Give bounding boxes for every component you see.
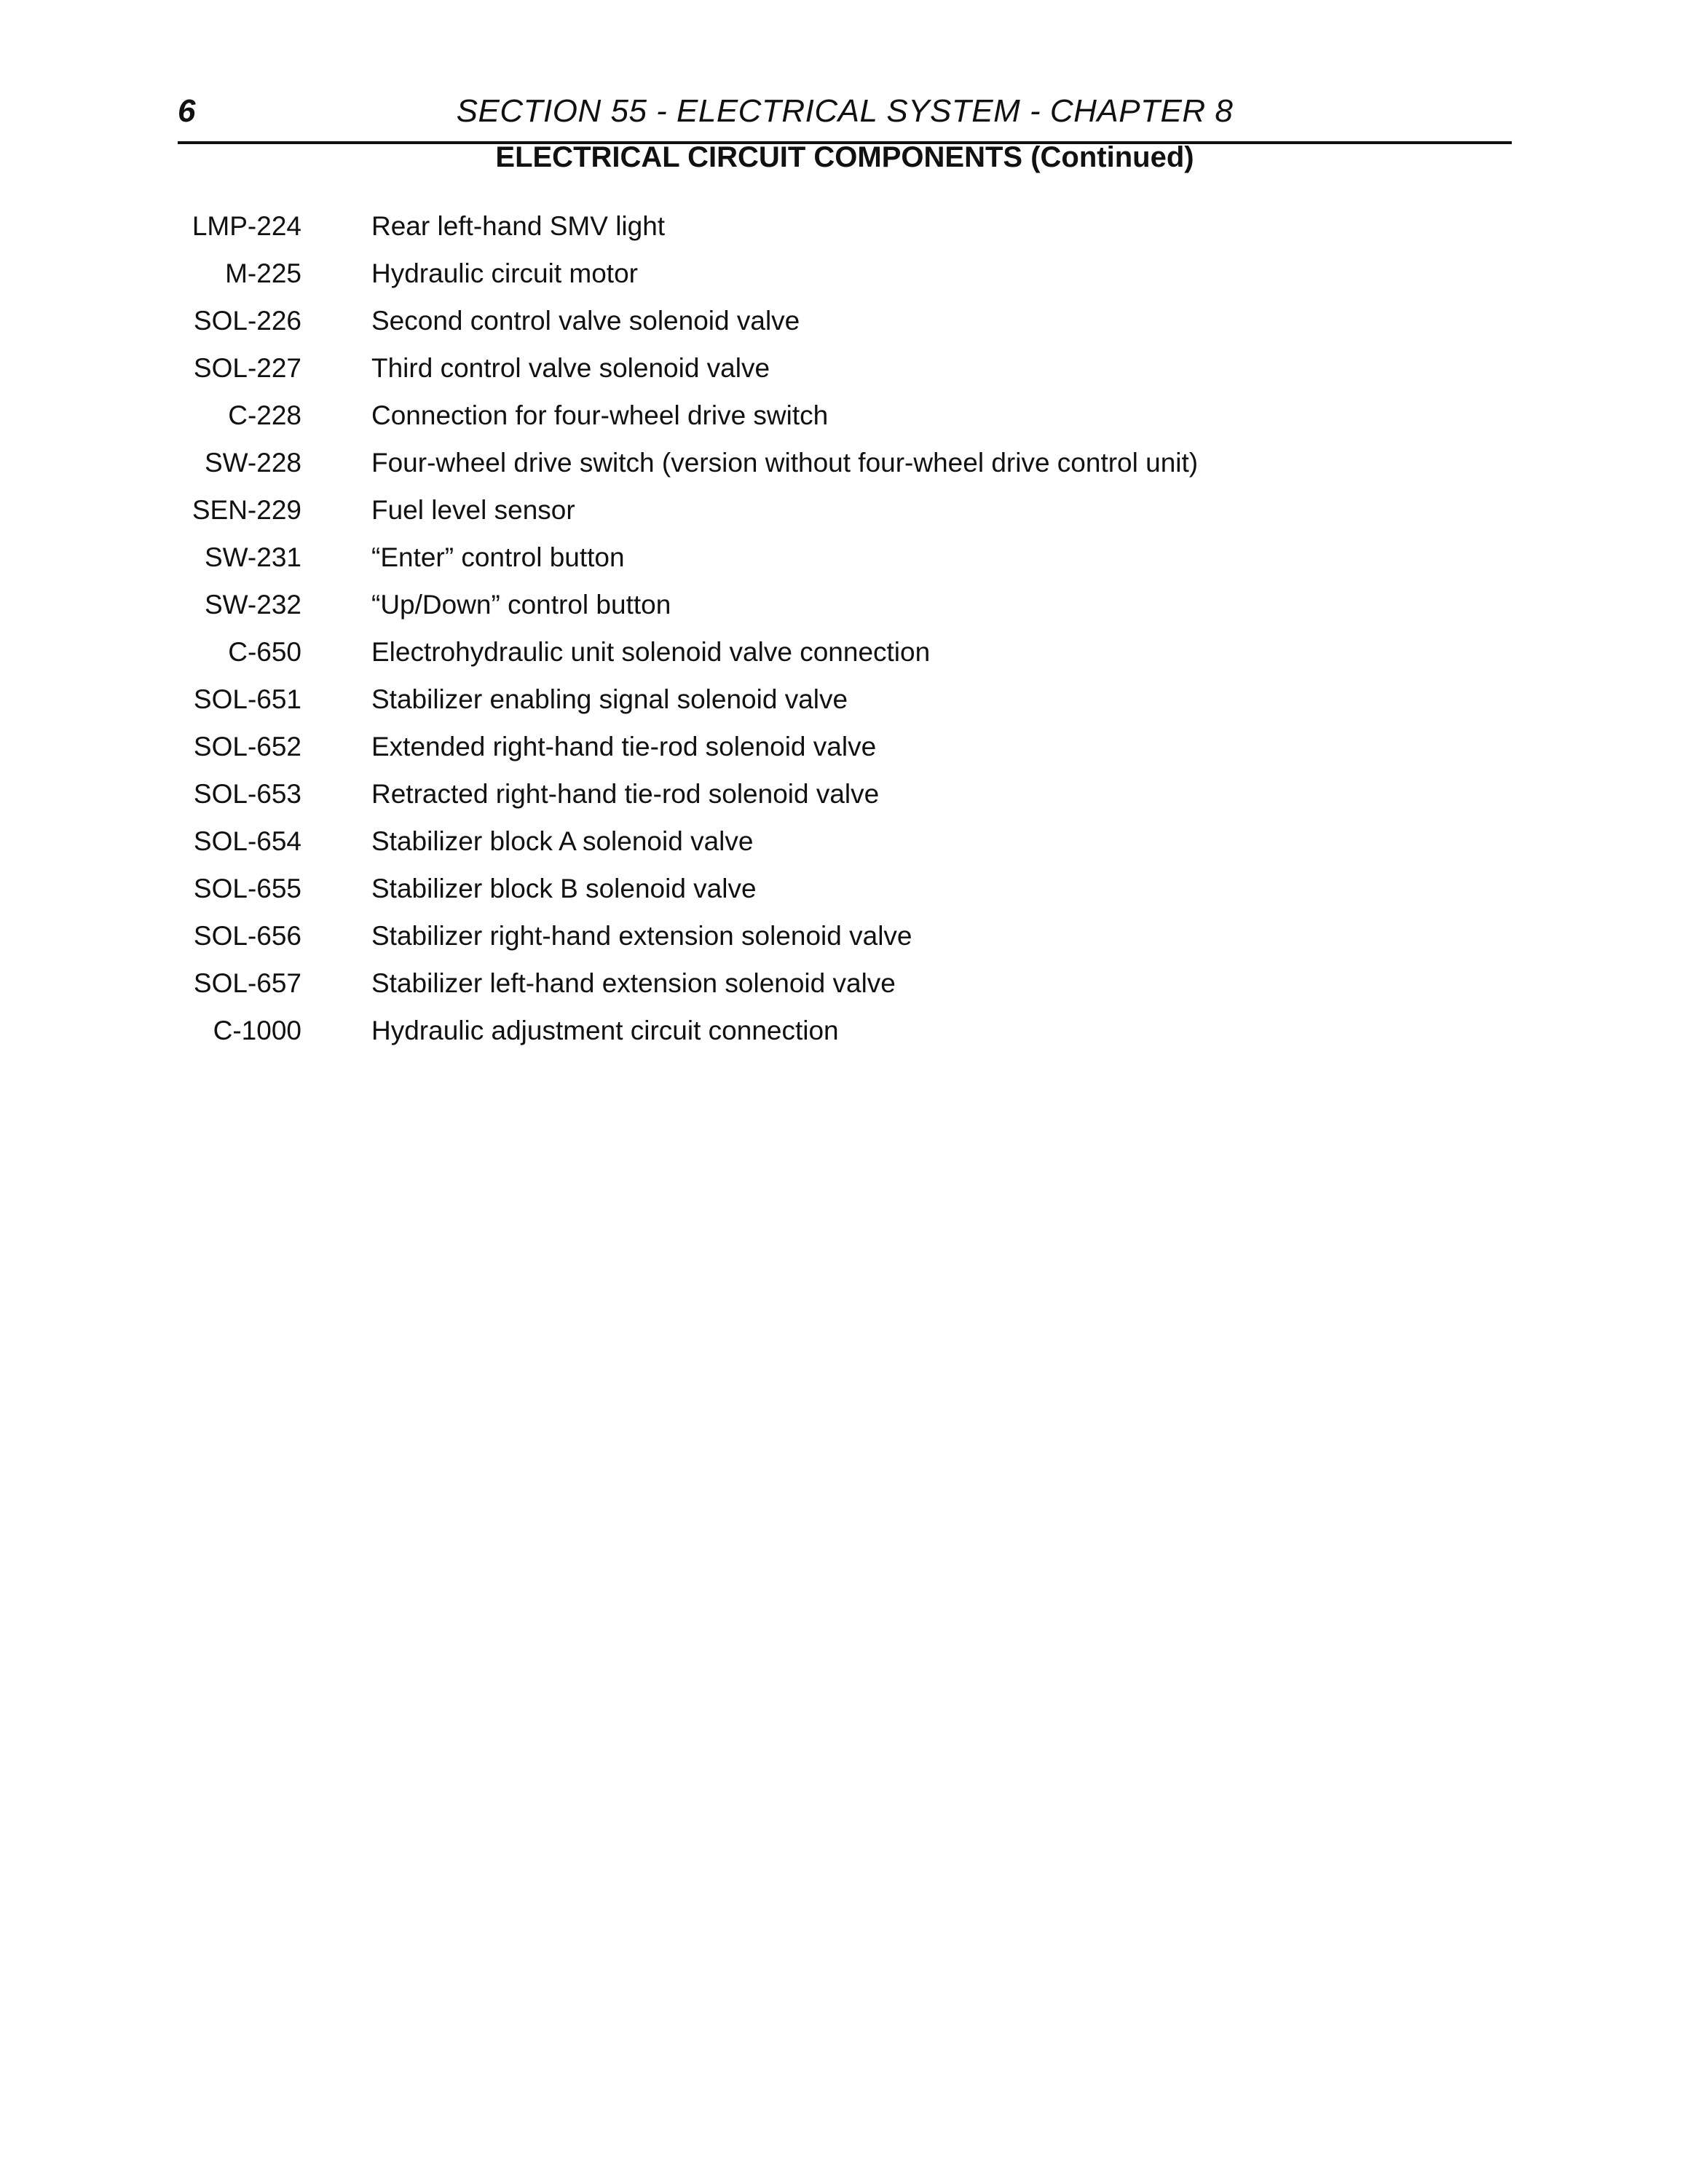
component-row <box>178 392 1512 439</box>
component-description: Retracted right-hand tie-rod solenoid valve <box>371 778 880 809</box>
component-description: Hydraulic circuit motor <box>371 258 638 288</box>
component-description: Stabilizer block B solenoid valve <box>371 873 757 903</box>
component-row <box>178 486 1512 534</box>
running-title: SECTION 55 - ELECTRICAL SYSTEM - CHAPTER 8 <box>456 93 1234 129</box>
component-description: Stabilizer block A solenoid valve <box>371 826 754 856</box>
component-code: SW-231 <box>205 542 301 572</box>
component-code: SOL-655 <box>193 873 301 903</box>
component-description: Stabilizer right-hand extension solenoid valve <box>371 920 912 951</box>
component-code: SOL-656 <box>193 920 301 951</box>
component-code: SOL-651 <box>193 684 301 714</box>
component-description: Fuel level sensor <box>371 494 575 525</box>
component-code: SOL-652 <box>193 731 301 761</box>
component-description: Electrohydraulic unit solenoid valve connection <box>371 636 931 667</box>
component-row <box>178 344 1512 392</box>
component-code: C-650 <box>228 636 301 667</box>
component-row <box>178 818 1512 865</box>
component-code: SW-228 <box>205 447 301 478</box>
component-code: SOL-226 <box>193 305 301 336</box>
component-row <box>178 581 1512 628</box>
component-code: SOL-227 <box>193 352 301 383</box>
component-code: C-228 <box>228 400 301 430</box>
component-description: Rear left-hand SMV light <box>371 210 666 241</box>
component-description: Third control valve solenoid valve <box>371 352 770 383</box>
page-header <box>178 90 1512 144</box>
section-heading: ELECTRICAL CIRCUIT COMPONENTS (Continued) <box>495 141 1194 173</box>
component-row <box>178 912 1512 960</box>
component-code: SOL-653 <box>193 778 301 809</box>
component-description: Extended right-hand tie-rod solenoid valve <box>371 731 877 761</box>
component-description: Stabilizer enabling signal solenoid valve <box>371 684 848 714</box>
component-description: Second control valve solenoid valve <box>371 305 800 336</box>
component-description: “Enter” control button <box>371 542 625 572</box>
component-row <box>178 439 1512 486</box>
component-code: SW-232 <box>205 589 301 620</box>
component-row <box>178 297 1512 344</box>
component-code: C-1000 <box>213 1015 301 1045</box>
component-list <box>178 202 1512 1054</box>
component-code: SOL-657 <box>193 968 301 998</box>
component-code: SOL-654 <box>193 826 301 856</box>
component-description: Hydraulic adjustment circuit connection <box>371 1015 839 1045</box>
component-code: SEN-229 <box>192 494 301 525</box>
component-description: Four-wheel drive switch (version without four-wheel drive control unit) <box>371 447 1199 478</box>
component-row <box>178 628 1512 676</box>
component-row <box>178 534 1512 581</box>
component-description: “Up/Down” control button <box>371 589 671 620</box>
component-row <box>178 960 1512 1007</box>
component-description: Stabilizer left-hand extension solenoid valve <box>371 968 896 998</box>
page-number: 6 <box>178 93 196 129</box>
component-code: LMP-224 <box>192 210 301 241</box>
component-row <box>178 250 1512 297</box>
component-code: M-225 <box>225 258 301 288</box>
component-row <box>178 202 1512 250</box>
component-row <box>178 676 1512 723</box>
component-row <box>178 865 1512 912</box>
component-row <box>178 723 1512 770</box>
component-row <box>178 1007 1512 1054</box>
component-row <box>178 770 1512 818</box>
component-description: Connection for four-wheel drive switch <box>371 400 829 430</box>
